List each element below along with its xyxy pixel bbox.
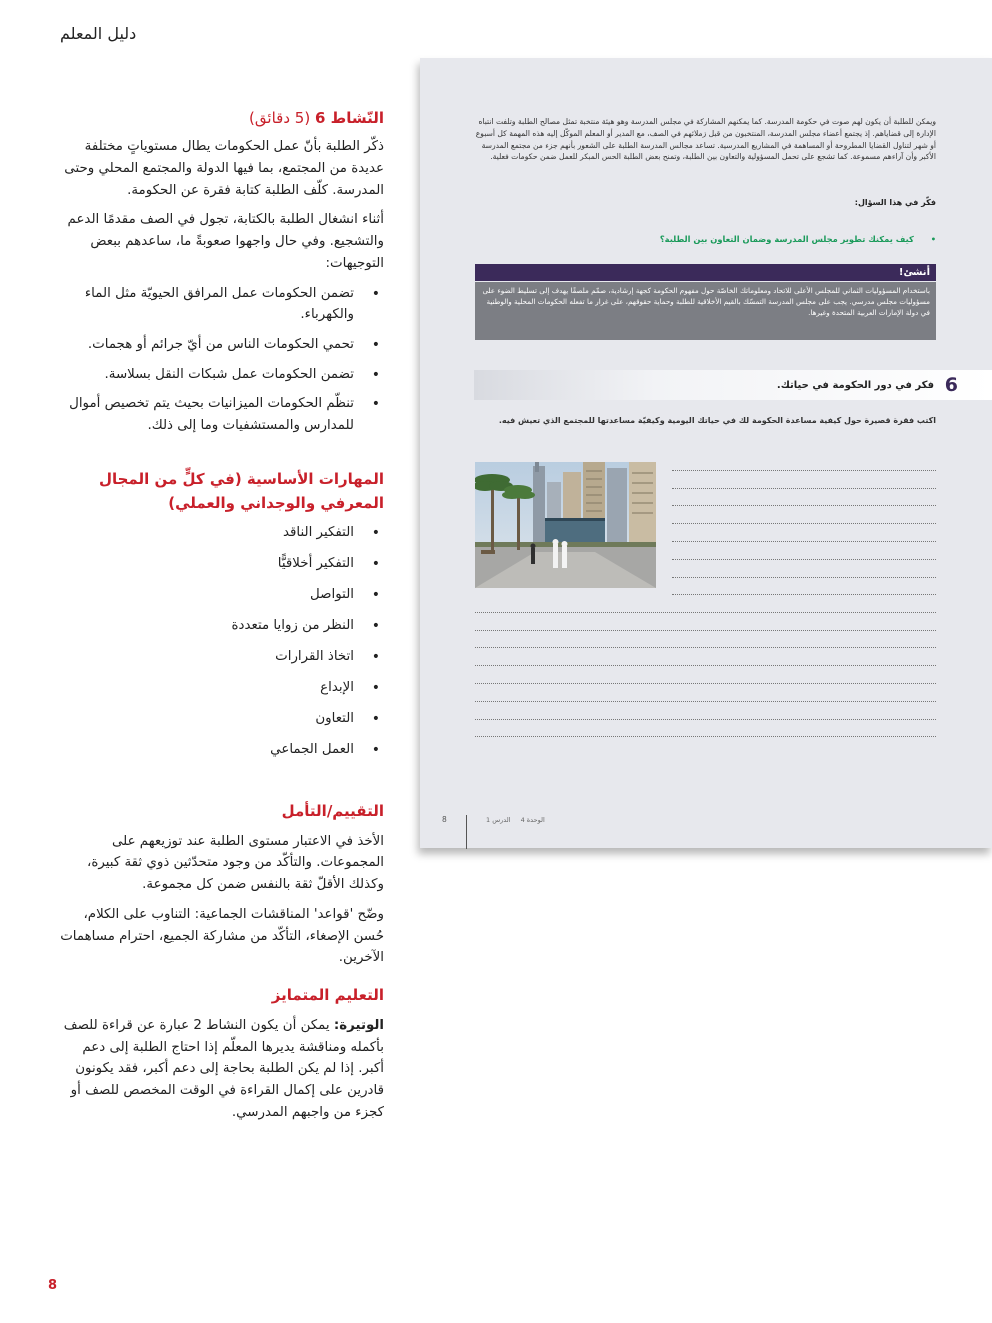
teacher-guide-column	[58, 106, 384, 1131]
task-instruction: اكتب فقرة قصيرة حول كيفية مساعدة الحكومة لك في حياتك اليومية وكيفيّة مساعدتها للمجتمع الذي تعيش فيه.	[498, 416, 936, 425]
guidance-item: • تنظّم الحكومات الميزانيات بحيث يتم تخصيص أموال للمدارس والمستشفيات وما إلى ذلك.	[58, 393, 384, 436]
skills-list	[58, 523, 384, 771]
think-label: فكّر في هذا السؤال:	[854, 198, 936, 207]
pace-label: الوتيرة:	[333, 1017, 384, 1033]
skill-item: • اتخاذ القرارات	[58, 647, 384, 678]
create-box-body: باستخدام المسؤوليات الثماني للمجلس الأعلى للاتحاد ومعلوماتك الخاصّة حول مفهوم الحكومة كجهة إرشادية، صمّم ملصقًا يهدف إلى تسليط الضوء على مسؤوليات مجلس مدرسي. يجب على مجلس المدرسة التمسّك بالقيم الأخلاقية للطلبة وحماية حقوقهم، على غرار ما تفعله الحكومات المحلية والوطنية في دولة الإمارات العربية المتحدة وغيرها.	[475, 282, 936, 340]
student-page-preview	[420, 58, 992, 848]
differentiation-paragraph	[58, 1015, 384, 1124]
header-title: دليل المعلم	[60, 24, 137, 43]
guidance-item: • تحمي الحكومات الناس من أيّ جرائم أو هجمات.	[58, 334, 384, 356]
lesson-label: الدرس 1	[486, 816, 511, 824]
writing-line	[672, 560, 936, 578]
student-intro-text: ويمكن للطلبة أن يكون لهم صوت في حكومة المدرسة. كما يمكنهم المشاركة في مجلس المدرسة وهو هيئة منتخبة تمثل مصالح الطلبة وتلفت انتباه الإدارة إلى قضاياهم. إذ يجتمع أعضاء مجلس المدرسة، المنتخبون من قبل زملائهم في الصف، مع المدير أو المعلم الموكّل إليه هذه المهمة كل أسبوع أو شهر لتناول القضايا المطروحة أو المساهمة في المشاريع المدرسية. تساعد مجالس المدرسة الطلبة على الشعور بأنهم جزء من مجتمع المدرسة الأكبر وأن آراءهم مسموعة. كما تشجع على تحمل المسؤولية والتعاون بين الطلبة، وتمنح بعض الطلبة الحس المبكر للعمل ضمن حكومات فعلية.	[475, 117, 936, 162]
writing-line	[475, 613, 936, 631]
unit-lesson-label	[478, 816, 545, 824]
skill-item: • التعاون	[58, 709, 384, 740]
assessment-paragraph-2: وضّح 'قواعد' المناقشات الجماعية: التناوب على الكلام، حُسن الإصغاء، التأكّد من مشاركة الجميع، احترام مساهمات الآخرين.	[60, 906, 384, 966]
create-box-heading: أنشئ!	[475, 264, 936, 281]
writing-line	[672, 489, 936, 507]
activity-paragraph-2: أثناء انشغال الطلبة بالكتابة، تجول في الصف مقدمًا الدعم والتشجيع. وفي حال واجهوا صعوبةً ما، ساعدهم ببعض التوجيهات:	[67, 212, 384, 271]
writing-line	[475, 702, 936, 720]
pace-text: يمكن أن يكون النشاط 2 عبارة عن قراءة للصف بأكمله ومناقشة يديرها المعلّم إذا احتاج الطلبة إلى دعم أكبر. إذا لم يكن الطلبة بحاجة إلى دعم أكبر، فقد يكونون قادرين على إكمال القراءة في الوقت المخصص للصف أو كجزء من واجبهم المدرسي.	[63, 1017, 384, 1120]
writing-line	[672, 506, 936, 524]
writing-lines-long	[475, 595, 936, 737]
writing-line	[672, 524, 936, 542]
city-street-illustration	[475, 462, 656, 588]
writing-line	[672, 542, 936, 560]
task-title: فكر في دور الحكومة في حياتك.	[776, 380, 934, 391]
skill-item: • الإبداع	[58, 678, 384, 709]
activity-label: النّشاط 6	[314, 109, 384, 127]
assessment-paragraph-1: الأخذ في الاعتبار مستوى الطلبة عند توزيعهم على المجموعات. والتأكّد من وجود متحدّثين ذوي ثقة كبيرة، وكذلك الأقلّ ثقة بالنفس ضمن كل مجموعة.	[87, 833, 384, 893]
guidance-item: • تضمن الحكومات عمل المرافق الحيويّة مثل الماء والكهرباء.	[58, 283, 384, 326]
footer-divider	[466, 815, 467, 849]
skill-item: • النظر من زوايا متعددة	[58, 616, 384, 647]
think-question	[474, 234, 936, 244]
writing-line	[475, 720, 936, 738]
activity-paragraph-1: ذكّر الطلبة بأنّ عمل الحكومات يطال مستوياتٍ مختلفة عديدة من المجتمع، بما فيها الدولة والمجتمع المحلي وحتى المدرسة. كلّف الطلبة كتابة فقرة عن الحكومة.	[64, 139, 384, 198]
writing-line	[475, 666, 936, 684]
writing-line	[475, 631, 936, 649]
city-street-photo	[475, 462, 656, 588]
spacer	[58, 445, 384, 467]
writing-line	[672, 471, 936, 489]
unit-label: الوحدة 4	[520, 816, 545, 824]
skill-item: • العمل الجماعي	[58, 740, 384, 771]
skill-item: • التواصل	[58, 585, 384, 616]
task-number: 6	[944, 374, 958, 396]
writing-line	[475, 648, 936, 666]
guidance-item: • تضمن الحكومات عمل شبكات النقل بسلاسة.	[58, 364, 384, 386]
writing-line	[672, 453, 936, 471]
question-text: كيف يمكنك تطوير مجلس المدرسة وضمان التعاون بين الطلبة؟	[659, 234, 914, 244]
skill-item: • التفكير أخلاقيًّا	[58, 554, 384, 585]
student-page-number: 8	[442, 815, 447, 824]
activity-6-heading	[58, 106, 384, 130]
writing-line	[475, 595, 936, 613]
page-number: 8	[48, 1278, 58, 1293]
differentiation-heading: التعليم المتمايز	[271, 985, 384, 1004]
skill-item: • التفكير الناقد	[58, 523, 384, 554]
assessment-heading: التقييم/التأمل	[281, 801, 384, 820]
writing-line	[672, 578, 936, 596]
bullet-icon: •	[930, 234, 936, 244]
writing-lines-short	[672, 453, 936, 595]
spacer	[58, 777, 384, 799]
guidance-list	[58, 283, 384, 437]
skills-heading: المهارات الأساسية (في كلٍّ من المجال المعرفي والوجداني والعملي)	[98, 469, 384, 512]
activity-duration: (5 دقائق)	[249, 109, 311, 127]
writing-line	[475, 684, 936, 702]
